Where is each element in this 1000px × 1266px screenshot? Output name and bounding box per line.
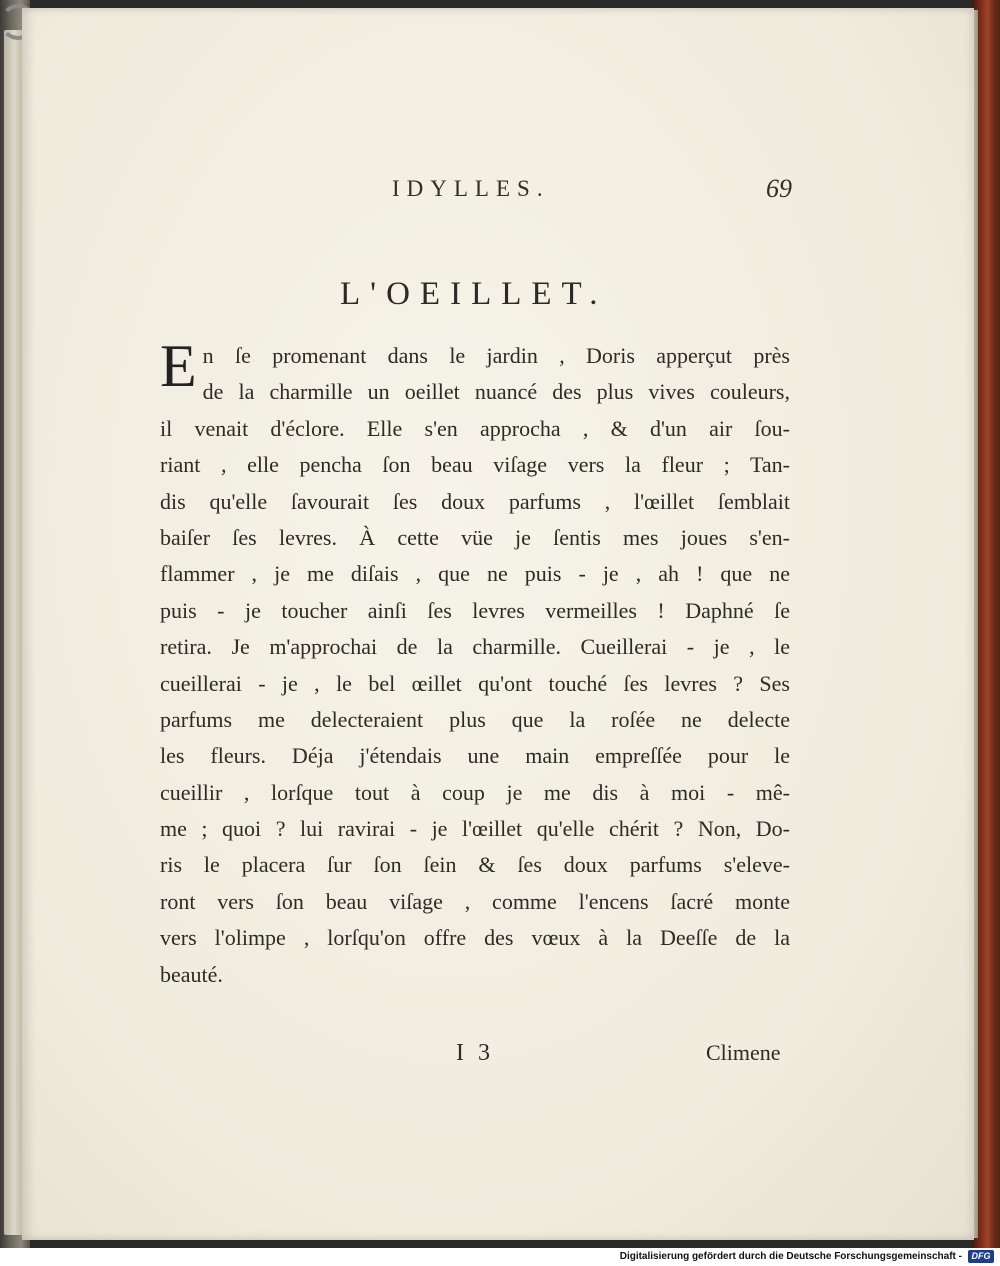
chapter-title: L'OEILLET. — [340, 276, 608, 312]
text-line: beauté. — [160, 961, 223, 987]
text-line: flammer , je me diſais , que ne puis - je , ah ! que ne — [160, 561, 790, 587]
text-line: il venait d'éclore. Elle s'en approcha , & d'un air ſou- — [160, 415, 790, 441]
text-line: n ſe promenant dans le jardin , Doris apperçut près — [202, 343, 790, 368]
book-page — [22, 8, 974, 1240]
dfg-logo-icon: DFG — [968, 1250, 994, 1263]
text-line: retira. Je m'approchai de la charmille. Cueillerai - je , le — [160, 634, 790, 660]
drop-cap: E — [160, 333, 197, 399]
page-number: 69 — [766, 174, 792, 203]
text-line: baiſer ſes levres. À cette vüe je ſentis mes joues s'en- — [160, 524, 790, 550]
text-line: me ; quoi ? lui ravirai - je l'œillet qu'elle chérit ? Non, Do- — [160, 816, 790, 842]
catchword: Climene — [706, 1040, 781, 1065]
running-head: IDYLLES. — [392, 176, 550, 201]
text-line: de la charmille un oeillet nuancé des plus vives couleurs, — [202, 379, 790, 405]
funding-notice: Digitalisierung gefördert durch die Deutsche Forschungsgemeinschaft - — [619, 1251, 962, 1262]
text-line: dis qu'elle ſavourait ſes doux parfums , l'œillet ſemblait — [160, 488, 790, 514]
text-line: parfums me delecteraient plus que la roſée ne delecte — [160, 706, 790, 732]
text-line: puis - je toucher ainſi ſes levres vermeilles ! Daphné ſe — [160, 597, 790, 623]
signature-mark: I 3 — [456, 1040, 494, 1066]
text-line: ris le placera ſur ſon ſein & ſes doux parfums s'eleve- — [160, 852, 790, 878]
facing-page-edge — [4, 30, 24, 1235]
text-line: cueillir , lorſque tout à coup je me dis à moi - mê- — [160, 779, 790, 805]
text-line: ront vers ſon beau viſage , comme l'encens ſacré monte — [160, 888, 790, 914]
text-line: les fleurs. Déja j'étendais une main empreſſée pour le — [160, 743, 790, 769]
body-text — [160, 333, 790, 993]
text-line: vers l'olimpe , lorſqu'on offre des vœux à la Deeſſe de la — [160, 925, 790, 951]
text-line: cueillerai - je , le bel œillet qu'ont touché ſes levres ? Ses — [160, 670, 790, 696]
text-line: riant , elle pencha ſon beau viſage vers la fleur ; Tan- — [160, 452, 790, 478]
